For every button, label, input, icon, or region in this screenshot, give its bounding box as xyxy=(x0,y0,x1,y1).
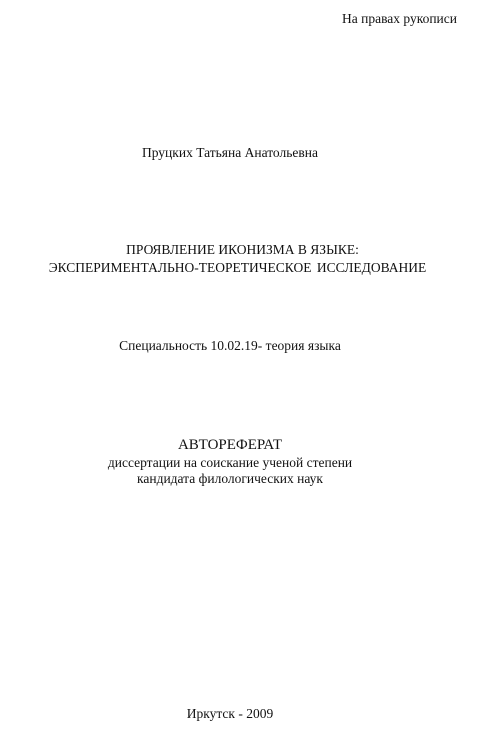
title-line-2: ЭКСПЕРИМЕНТАЛЬНО-ТЕОРЕТИЧЕСКОЕ ИССЛЕДОВАНИЕ xyxy=(48,260,427,275)
specialty-line: Специальность 10.02.19- теория языка xyxy=(119,338,341,353)
abstract-heading: АВТОРЕФЕРАТ xyxy=(177,437,283,453)
author-name: Пруцких Татьяна Анатольевна xyxy=(141,145,318,160)
city-year: Иркутск - 2009 xyxy=(186,706,274,721)
dissertation-line: диссертации на соискание ученой степени xyxy=(107,455,353,470)
title-line-1: ПРОЯВЛЕНИЕ ИКОНИЗМА В ЯЗЫКЕ: xyxy=(126,242,359,257)
degree-line: кандидата филологических наук xyxy=(137,471,323,486)
rights-notice: На правах рукописи xyxy=(341,11,457,26)
